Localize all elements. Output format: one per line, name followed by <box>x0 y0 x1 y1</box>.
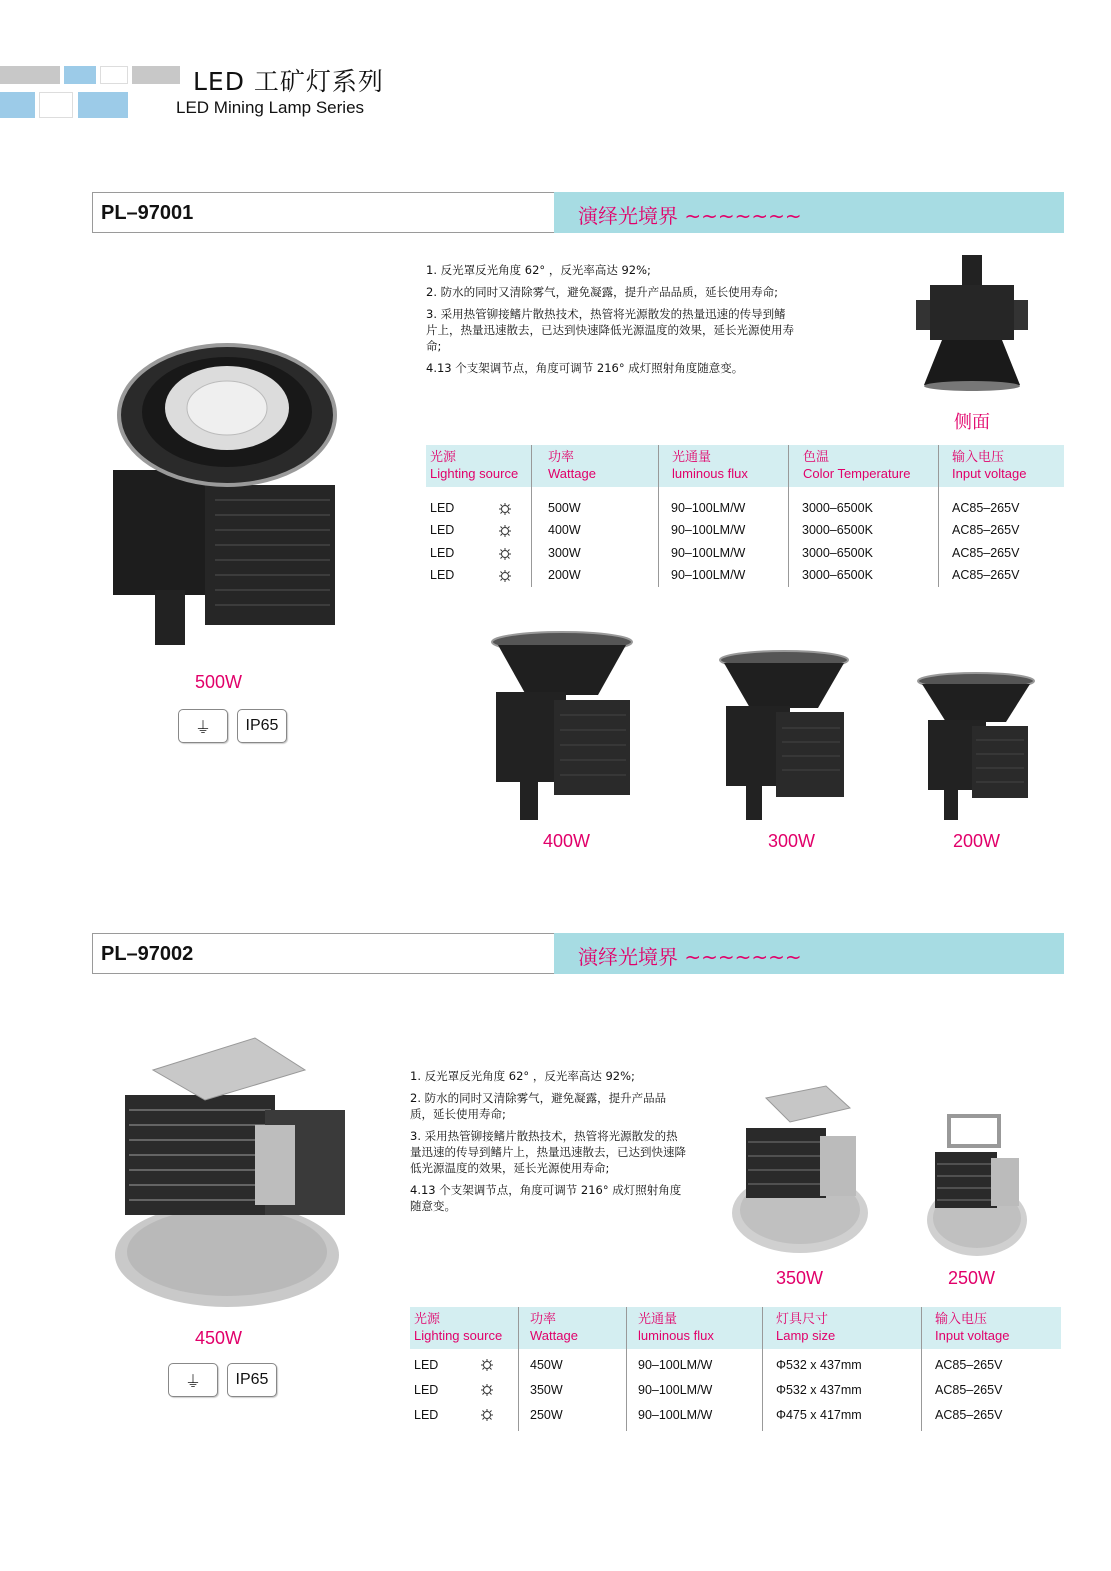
deco-square <box>132 66 180 84</box>
column-header: 光源 Lighting source <box>430 449 519 481</box>
column-header: 输入电压 Input voltage <box>952 449 1027 481</box>
bulb-icon <box>498 569 512 583</box>
lamp-300w-image <box>714 650 854 830</box>
bulb-icon <box>480 1358 494 1372</box>
slogan: 演绎光境界 ~~~~~~~ <box>578 945 802 969</box>
column-header: 色温 Color Temperature <box>803 449 911 481</box>
bulb-icon <box>480 1408 494 1422</box>
table-divider <box>518 1307 519 1431</box>
model-code: PL–97001 <box>101 202 194 224</box>
feature-item: 4.13 个支架调节点，角度可调节 216° 成灯照射角度随意变。 <box>410 1183 682 1213</box>
table-divider <box>921 1307 922 1431</box>
feature-item: 1. 反光罩反光角度 62° ，反光率高达 92%; <box>426 263 651 277</box>
ground-icon: ⏚ <box>178 709 228 743</box>
ip-rating-badge: IP65 <box>237 709 287 743</box>
deco-square <box>0 92 35 118</box>
feature-item: 3. 采用热管铆接鳍片散热技术，热管将光源散发的热量迅速的传导到鳍片上，热量迅速散去，已达到快速降低光源温度的效果，延长光源使用寿命; <box>426 307 794 353</box>
table-divider <box>762 1307 763 1431</box>
table-divider <box>658 445 659 587</box>
feature-item: 3. 采用热管铆接鳍片散热技术，热管将光源散发的热量迅速的传导到鳍片上，热量迅速散去，已达到快速降低光源温度的效果，延长光源使用寿命; <box>410 1129 686 1175</box>
column-header: 光通量 luminous flux <box>672 449 748 481</box>
feature-item: 2. 防水的同时又清除雾气，避免凝露，提升产品品质，延长使用寿命; <box>426 285 778 299</box>
table-divider <box>788 445 789 587</box>
section-header <box>92 933 1064 974</box>
column-header: 功率 Wattage <box>548 449 596 481</box>
deco-square <box>78 92 128 118</box>
table-divider <box>531 445 532 587</box>
wattage-label: 450W <box>195 1328 243 1348</box>
table-divider <box>938 445 939 587</box>
slogan: 演绎光境界 ~~~~~~~ <box>578 204 802 228</box>
spec-table-header <box>410 1307 1061 1349</box>
section-header <box>92 192 1064 233</box>
ground-icon: ⏚ <box>168 1363 218 1397</box>
feature-list <box>426 262 796 382</box>
deco-square <box>100 66 128 84</box>
wattage-label: 500W <box>195 672 243 692</box>
feature-item: 1. 反光罩反光角度 62° ，反光率高达 92%; <box>410 1069 635 1083</box>
deco-square <box>0 66 60 84</box>
column-header: 灯具尺寸 Lamp size <box>776 1311 836 1343</box>
page-title: LED 工矿灯系列 <box>193 67 384 96</box>
feature-item: 2. 防水的同时又清除雾气，避免凝露，提升产品品质，延长使用寿命; <box>410 1091 667 1121</box>
side-view-label: 侧面 <box>954 412 990 433</box>
wattage-label: 200W <box>953 831 1001 851</box>
bulb-icon <box>498 502 512 516</box>
feature-item: 4.13 个支架调节点，角度可调节 216° 成灯照射角度随意变。 <box>426 361 744 375</box>
wattage-label: 400W <box>543 831 591 851</box>
lamp-200w-image <box>914 672 1039 827</box>
bulb-icon <box>498 547 512 561</box>
feature-list <box>410 1068 686 1220</box>
lamp-500w-image <box>105 340 345 650</box>
column-header: 光源 Lighting source <box>414 1311 503 1343</box>
page-subtitle: LED Mining Lamp Series <box>176 98 365 117</box>
deco-square <box>39 92 73 118</box>
lamp-side-view-image <box>912 255 1032 395</box>
wattage-label: 300W <box>768 831 816 851</box>
column-header: 光通量 luminous flux <box>638 1311 714 1343</box>
column-header: 功率 Wattage <box>530 1311 578 1343</box>
spec-table-header <box>426 445 1064 487</box>
bulb-icon <box>480 1383 494 1397</box>
wattage-label: 250W <box>948 1268 996 1288</box>
model-code: PL–97002 <box>101 943 194 965</box>
lamp-450w-image <box>105 1030 355 1310</box>
lamp-250w-image <box>925 1108 1030 1256</box>
deco-square <box>64 66 96 84</box>
lamp-400w-image <box>488 630 638 830</box>
lamp-350w-image <box>730 1078 870 1256</box>
bulb-icon <box>498 524 512 538</box>
wattage-label: 350W <box>776 1268 824 1288</box>
table-divider <box>626 1307 627 1431</box>
ip-rating-badge: IP65 <box>227 1363 277 1397</box>
column-header: 输入电压 Input voltage <box>935 1311 1010 1343</box>
